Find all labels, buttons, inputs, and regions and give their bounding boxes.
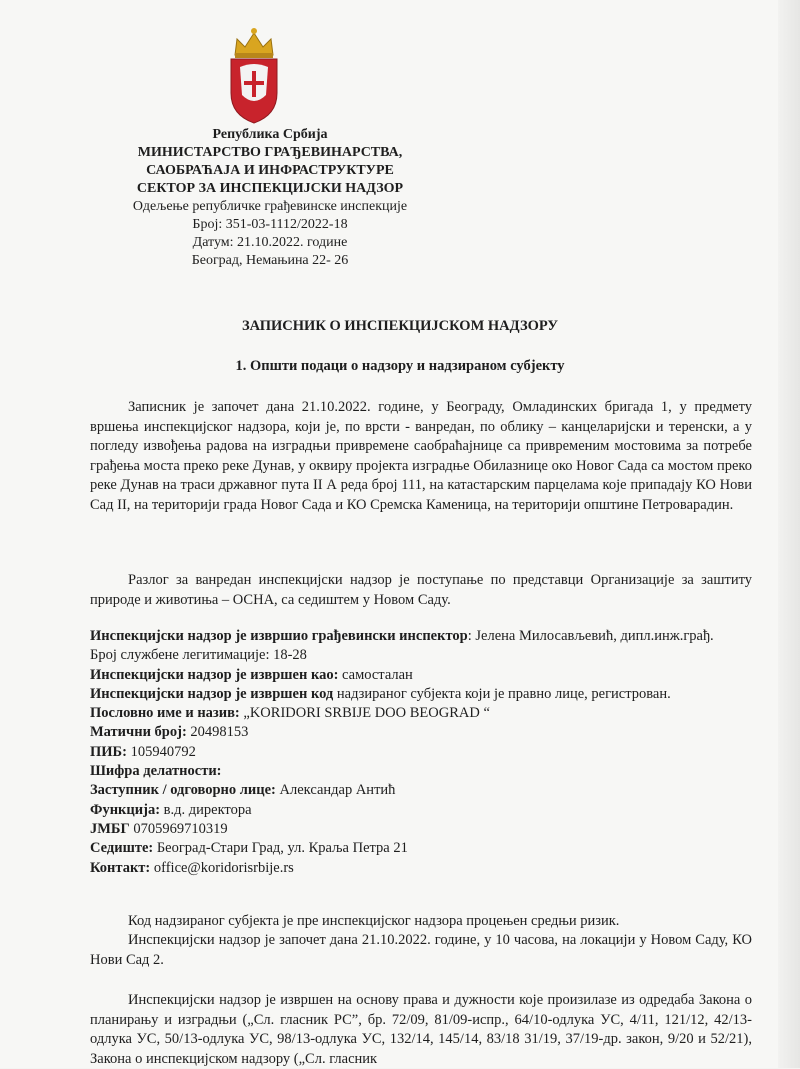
function-value: в.д. директора [160, 801, 252, 818]
business-name-row [90, 704, 752, 723]
legitimation-row: Број службене легитимације: 18-28 [90, 647, 307, 664]
contact-label: Контакт: [90, 859, 151, 876]
paragraph-intro-text: Записник је започет дана 21.10.2022. године, у Београду, Омладинских бригада 1, у предмету вршења инспекцијског надзора, који је, по врсти - ванредан, по облику – канцеларијски и теренски, а у погледу извођења радова на изградњи привремене саобраћајнице са привременим мостовима за потребе грађења моста преко реке Дунав, у оквиру пројекта изградње Обилазнице око Новог Сада са мостом преко реке Дунав на траси државног пута II А реда број 111, на катастарским парцелама које припадају КО Нови Сад II, на територији града Новог Сада и КО Сремска Каменица, на територији општине Петроварадин. [90, 399, 752, 513]
jmbg-row [90, 820, 752, 839]
paragraph-legal-basis [90, 991, 752, 1069]
performed-as-label: Инспекцијски надзор је извршен као: [90, 666, 339, 683]
page-edge [778, 0, 800, 1068]
representative-label: Заступник / одговорно лице: [90, 782, 276, 799]
paragraph-start-text: Инспекцијски надзор је започет дана 21.10.2022. године, у 10 часова, на локацији у Новом Саду, КО Нови Сад 2. [90, 932, 752, 968]
seat-row [90, 839, 752, 858]
performed-at-label: Инспекцијски надзор је извршен код [90, 685, 334, 702]
performed-at-row [90, 685, 752, 704]
pib-label: ПИБ: [90, 743, 127, 760]
pib-row [90, 743, 752, 762]
document-title: ЗАПИСНИК О ИНСПЕКЦИЈСКОМ НАДЗОРУ [241, 318, 559, 334]
representative-value: Александар Антић [275, 782, 396, 799]
document-header [80, 126, 460, 270]
inspector-row [90, 627, 752, 646]
section-heading: 1. Општи подаци о надзору и надзираном субјекту [235, 358, 565, 374]
paragraph-start [90, 931, 752, 970]
business-name-value: „KORIDORI SRBIJE DOO BEOGRAD “ [239, 705, 490, 722]
paragraph-reason-text: Разлог за ванредан инспекцијски надзор је поступање по представци Организације за заштиту природе и животиња – ОСНА, са седиштем у Новом Саду. [90, 572, 752, 608]
ministry-line-1: МИНИСТАРСТВО ГРАЂЕВИНАРСТВА, [137, 145, 403, 160]
paragraph-reason [90, 571, 752, 610]
jmbg-label: ЈМБГ [90, 820, 130, 837]
function-label: Функција: [90, 801, 161, 818]
document-date: Датум: 21.10.2022. године [192, 235, 348, 250]
reg-number-value: 20498153 [186, 724, 249, 741]
paragraph-risk-text: Код надзираног субјекта је пре инспекцијског надзора процењен средњи ризик. [128, 913, 620, 929]
contact-value: office@koridorisrbije.rs [150, 859, 294, 876]
business-name-label: Пословно име и назив: [90, 705, 240, 722]
paragraph-risk [90, 912, 752, 932]
activity-label: Шифра делатности: [90, 763, 222, 780]
paragraph-intro [90, 398, 752, 515]
ministry-line-2: САОБРАЋАЈА И ИНФРАСТРУКТУРЕ [146, 163, 394, 178]
inspector-value: : Јелена Милосављевић, дипл.инж.грађ. [467, 628, 714, 644]
seat-value: Београд-Стари Град, ул. Краља Петра 21 [153, 840, 408, 857]
inspector-label: Инспекцијски надзор је извршио грађевински инспектор [90, 628, 468, 644]
function-row [90, 801, 752, 820]
reg-number-row [90, 723, 752, 742]
performed-as-value: самосталан [338, 666, 413, 683]
jmbg-value: 0705969710319 [129, 820, 228, 837]
representative-row [90, 781, 752, 800]
coat-of-arms-icon [225, 25, 283, 125]
pib-value: 105940792 [126, 743, 196, 760]
sector-name: СЕКТОР ЗА ИНСПЕКЦИЈСКИ НАДЗОР [136, 181, 404, 196]
paragraph-legal-basis-text: Инспекцијски надзор је извршен на основу права и дужности које произилазе из одредаба Закона о планирању и изградњи („Сл. гласник РС”, бр. 72/09, 81/09-испр., 64/10-одлука УС, 4/11, 121/12, 42/13-одлука УС, 50/13-одлука УС, 98/13-одлука УС, 132/14, 145/14, 83/18 31/19, 37/19-др. закон, 9/20 и 52/21), Закона о инспекцијском надзору („Сл. гласник [90, 992, 752, 1067]
activity-row [90, 762, 752, 781]
performed-at-value: надзираног субјекта који је правно лице, регистрован. [333, 685, 671, 702]
republic-name: Република Србија [212, 127, 328, 142]
document-number: Број: 351-03-1112/2022-18 [192, 217, 348, 232]
crown-icon [235, 28, 273, 58]
department-name: Одељење републичке грађевинске инспекције [132, 199, 408, 214]
seat-label: Седиште: [90, 840, 154, 857]
contact-row [90, 859, 752, 878]
subject-details [90, 627, 752, 878]
reg-number-label: Матични број: [90, 724, 187, 741]
performed-as-row [90, 666, 752, 685]
document-address: Београд, Немањина 22- 26 [191, 253, 349, 268]
